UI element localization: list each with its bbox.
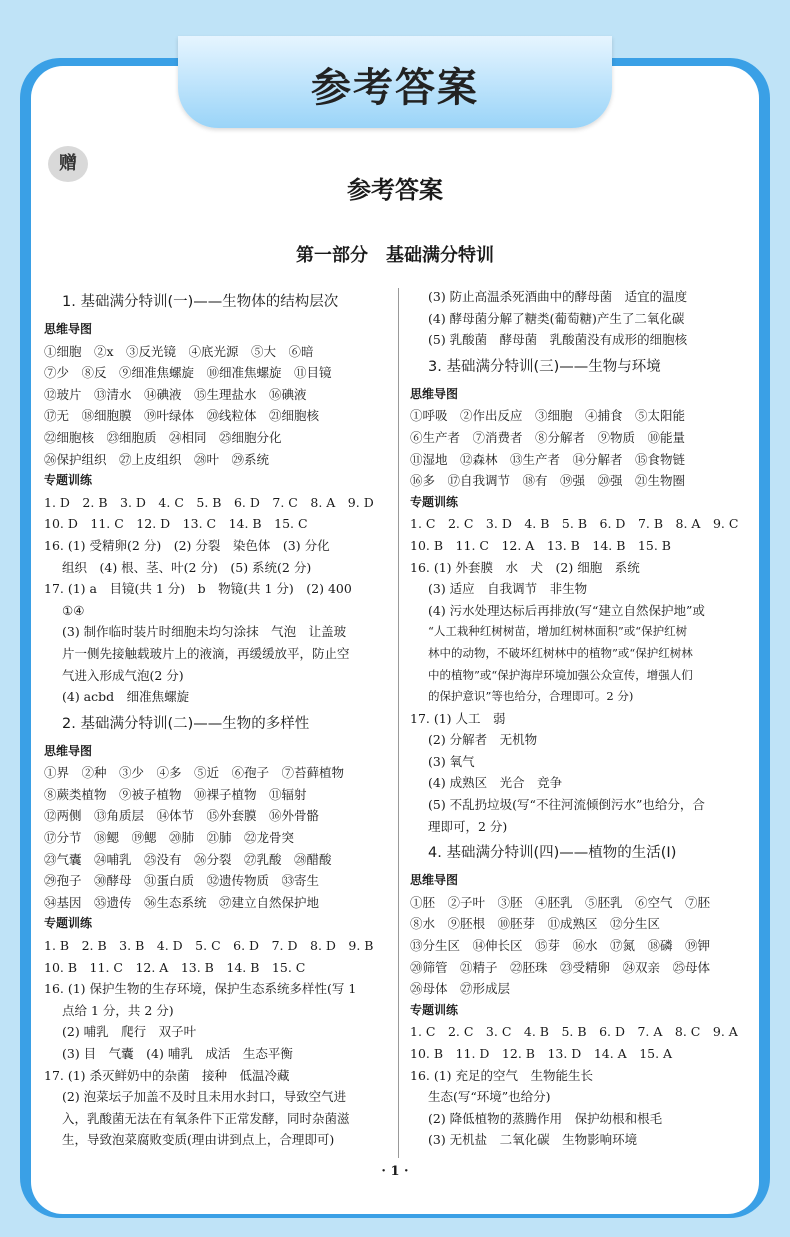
answer-line: (5) 不乱扔垃圾(写“不往河流倾倒污水”也给分，合	[428, 797, 705, 813]
answer-line: ㉞基因 ㉟遗传 ㊱生态系统 ㊲建立自然保护地	[44, 894, 320, 910]
answer-line: ⑫玻片 ⑬清水 ⑭碘液 ⑮生理盐水 ⑯碘液	[44, 386, 307, 402]
subsection-heading: 思维导图	[410, 386, 459, 401]
answer-line: ①④	[62, 602, 85, 618]
answer-line: (2) 分解者 无机物	[428, 732, 538, 748]
answer-line: (3) 无机盐 二氧化碳 生物影响环境	[428, 1132, 638, 1148]
answer-line: 1. C 2. C 3. D 4. B 5. B 6. D 7. B 8. A 9. C	[410, 516, 739, 532]
answer-line: ⑳筛管 ㉑精子 ㉒胚珠 ㉓受精卵 ㉔双亲 ㉕母体	[410, 959, 711, 975]
answer-line: ⑬分生区 ⑭伸长区 ⑮芽 ⑯水 ⑰氮 ⑱磷 ⑲钾	[410, 938, 711, 954]
subsection-heading: 思维导图	[44, 322, 93, 336]
answer-line: 的保护意识”等也给分，合理即可。2 分)	[428, 689, 634, 704]
answer-line: 点给 1 分，共 2 分)	[62, 1002, 174, 1018]
answer-line: ⑧水 ⑨胚根 ⑩胚芽 ⑪成熟区 ⑫分生区	[410, 916, 661, 932]
answer-line: 1. D 2. B 3. D 4. C 5. B 6. D 7. C 8. A 9. D	[44, 494, 374, 510]
page-number: · 1 ·	[381, 1164, 409, 1179]
answer-line: “人工栽种红树树苗，增加红树林面积”或“保护红树	[428, 624, 688, 639]
answer-line: 10. B 11. D 12. B 13. D 14. A 15. A	[410, 1046, 673, 1061]
answer-line: ⑪湿地 ⑫森林 ⑬生产者 ⑭分解者 ⑮食物链	[410, 451, 686, 467]
answer-line: 生，导致泡菜腐败变质(理由讲到点上，合理即可)	[62, 1132, 335, 1148]
answer-line: ⑦少 ⑧反 ⑨细准焦螺旋 ⑩细准焦螺旋 ⑪目镜	[44, 365, 332, 381]
answer-line: 1. C 2. C 3. C 4. B 5. B 6. D 7. A 8. C 9. A	[410, 1024, 738, 1040]
answer-line: (2) 哺乳 爬行 双子叶	[62, 1024, 197, 1040]
section-title: 2. 基础满分特训(二)——生物的多样性	[62, 715, 310, 732]
answer-line: (4) 污水处理达标后再排放(写“建立自然保护地”或	[428, 602, 705, 618]
answer-line: ㉒细胞核 ㉓细胞质 ㉔相同 ㉕细胞分化	[44, 429, 282, 445]
answer-line: ㉓气囊 ㉔哺乳 ㉕没有 ㉖分裂 ㉗乳酸 ㉘醋酸	[44, 851, 332, 867]
answer-line: 林中的动物，不破坏红树林中的植物”或“保护红树林	[428, 645, 693, 660]
part-title: 第一部分 基础满分特训	[296, 245, 494, 266]
answer-line: 气进入形成气泡(2 分)	[62, 667, 184, 683]
doc-title: 参考答案	[347, 176, 443, 204]
answer-line: ①细胞 ②x ③反光镜 ④底光源 ⑤大 ⑥暗	[44, 343, 314, 359]
answer-line: ⑥生产者 ⑦消费者 ⑧分解者 ⑨物质 ⑩能量	[410, 429, 686, 445]
answer-line: ⑰无 ⑱细胞膜 ⑲叶绿体 ⑳线粒体 ㉑细胞核	[44, 408, 320, 424]
answer-line: (4) 成熟区 光合 竞争	[428, 775, 563, 791]
answer-line: 10. D 11. C 12. D 13. C 14. B 15. C	[44, 516, 308, 532]
answer-line: ㉙孢子 ㉚酵母 ㉛蛋白质 ㉜遗传物质 ㉝寄生	[44, 873, 320, 889]
answer-line: 片一侧先接触载玻片上的液滴，再缓缓放平，防止空	[62, 645, 350, 661]
answer-line: ⑧蕨类植物 ⑨被子植物 ⑩裸子植物 ⑪辐射	[44, 786, 307, 802]
answer-line: 生态(写“环境”也给分)	[428, 1089, 551, 1105]
banner-title: 参考答案	[311, 65, 479, 111]
answer-line: 10. B 11. C 12. A 13. B 14. B 15. B	[410, 537, 671, 553]
section-title: 1. 基础满分特训(一)——生物体的结构层次	[62, 294, 339, 310]
subsection-heading: 专题训练	[44, 473, 93, 488]
answer-line: ①呼吸 ②作出反应 ③细胞 ④捕食 ⑤太阳能	[410, 408, 686, 424]
answer-line: 入，乳酸菌无法在有氧条件下正常发酵，同时杂菌滋	[62, 1110, 350, 1126]
subsection-heading: 专题训练	[410, 494, 459, 509]
answer-line: (5) 乳酸菌 酵母菌 乳酸菌没有成形的细胞核	[428, 332, 688, 348]
answer-line: ㉖保护组织 ㉗上皮组织 ㉘叶 ㉙系统	[44, 451, 270, 467]
answer-line: (3) 目 气囊 (4) 哺乳 成活 生态平衡	[62, 1046, 293, 1061]
answer-line: 17. (1) 人工 弱	[410, 710, 506, 726]
answer-line: ⑰分节 ⑱鳃 ⑲鳃 ⑳肺 ㉑肺 ㉒龙骨突	[44, 830, 295, 846]
subsection-heading: 思维导图	[44, 743, 93, 758]
right-column	[410, 286, 755, 1151]
answer-line: ⑯多 ⑰自我调节 ⑱有 ⑲强 ⑳强 ㉑生物圈	[410, 473, 686, 489]
answer-line: 理即可，2 分)	[428, 818, 508, 834]
subsection-heading: 专题训练	[44, 916, 93, 931]
section-title: 3. 基础满分特训(三)——生物与环境	[428, 358, 661, 375]
answer-line: ㉖母体 ㉗形成层	[410, 981, 511, 997]
subsection-heading: 思维导图	[410, 873, 459, 888]
answer-line: 16. (1) 外套膜 水 犬 (2) 细胞 系统	[410, 559, 640, 575]
answer-line: (3) 适应 自我调节 非生物	[428, 581, 588, 597]
answer-line: (4) 酵母菌分解了糖类(葡萄糖)产生了二氧化碳	[428, 310, 685, 326]
section-title: 4. 基础满分特训(四)——植物的生活(Ⅰ)	[428, 845, 677, 862]
answer-line: ①界 ②种 ③少 ④多 ⑤近 ⑥孢子 ⑦苔藓植物	[44, 765, 345, 781]
answer-line: 10. B 11. C 12. A 13. B 14. B 15. C	[44, 959, 306, 975]
column-divider	[398, 288, 399, 1158]
answer-line: 17. (1) 杀灭鲜奶中的杂菌 接种 低温冷藏	[44, 1067, 290, 1083]
answer-line: 17. (1) a 目镜(共 1 分) b 物镜(共 1 分) (2) 400	[44, 581, 352, 597]
answer-line: (3) 氧气	[428, 753, 475, 769]
answer-line: 中的植物”或“保护海岸环境加强公众宣传，增强人们	[428, 667, 693, 682]
gift-badge: 赠	[48, 146, 88, 182]
left-column	[44, 286, 389, 1151]
answer-line: 16. (1) 保护生物的生存环境，保护生态系统多样性(写 1	[44, 981, 357, 997]
answer-line: ⑫两侧 ⑬角质层 ⑭体节 ⑮外套膜 ⑯外骨骼	[44, 808, 320, 824]
answer-line: (2) 降低植物的蒸腾作用 保护幼根和根毛	[428, 1110, 663, 1126]
answer-line: (4) acbd 细准焦螺旋	[62, 689, 190, 705]
answer-line: (3) 防止高温杀死酒曲中的酵母菌 适宜的温度	[428, 289, 688, 304]
answer-line: (2) 泡菜坛子加盖不及时且未用水封口，导致空气进	[62, 1089, 347, 1105]
answer-line: 16. (1) 充足的空气 生物能生长	[410, 1067, 594, 1083]
subsection-heading: 专题训练	[410, 1002, 459, 1017]
answer-line: 16. (1) 受精卵(2 分) (2) 分裂 染色体 (3) 分化	[44, 537, 330, 553]
answer-line: 1. B 2. B 3. B 4. D 5. C 6. D 7. D 8. D 9. B	[44, 938, 374, 954]
answer-line: ①胚 ②子叶 ③胚 ④胚乳 ⑤胚乳 ⑥空气 ⑦胚	[410, 894, 711, 910]
answer-line: (3) 制作临时装片时细胞未均匀涂抹 气泡 让盖玻	[62, 624, 347, 640]
answer-line: 组织 (4) 根、茎、叶(2 分) (5) 系统(2 分)	[62, 559, 312, 575]
